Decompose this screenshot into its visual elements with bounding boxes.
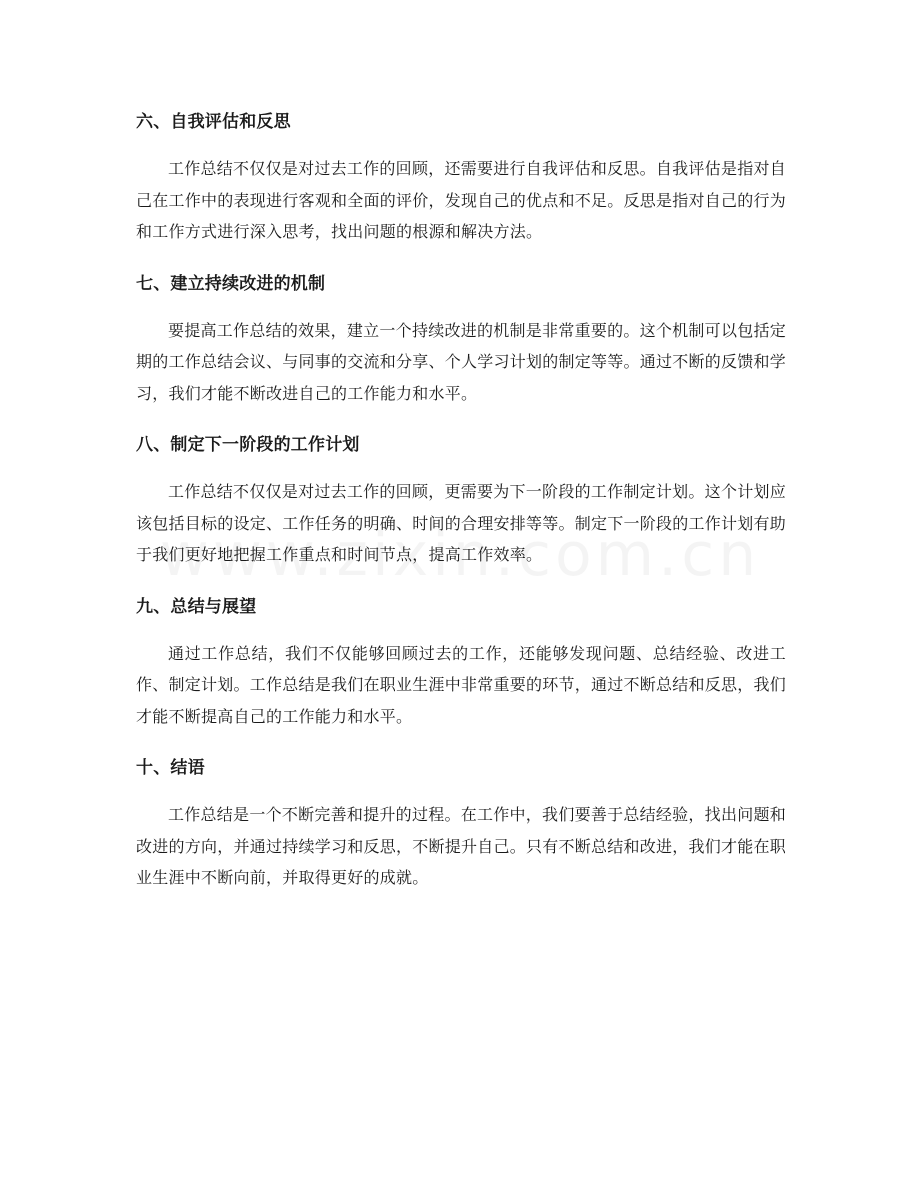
section-9: [136, 589, 786, 733]
section-6: [136, 104, 786, 248]
section-heading: 十、结语: [136, 758, 205, 778]
section-paragraph: 通过工作总结，我们不仅能够回顾过去的工作，还能够发现问题、总结经验、改进工作、制定计划。工作总结是我们在职业生涯中非常重要的环节，通过不断总结和反思，我们才能不断提高自己的工作能力和水平。: [136, 643, 787, 726]
section-heading: 六、自我评估和反思: [136, 112, 291, 132]
section-7: [136, 266, 786, 410]
section-10: [136, 750, 786, 894]
section-paragraph: 工作总结是一个不断完善和提升的过程。在工作中，我们要善于总结经验，找出问题和改进的方向，并通过持续学习和反思，不断提升自己。只有不断总结和改进，我们才能在职业生涯中不断向前，并取得更好的成就。: [136, 805, 787, 887]
document-content: [136, 104, 786, 912]
section-heading: 七、建立持续改进的机制: [136, 273, 326, 294]
section-heading: 八、制定下一阶段的工作计划: [136, 435, 360, 455]
section-paragraph: 要提高工作总结的效果，建立一个持续改进的机制是非常重要的。这个机制可以包括定期的工作总结会议、与同事的交流和分享、个人学习计划的制定等等。通过不断的反馈和学习，我们才能不断改进自己的工作能力和水平。: [136, 320, 787, 403]
section-paragraph: 工作总结不仅仅是对过去工作的回顾，更需要为下一阶段的工作制定计划。这个计划应该包括目标的设定、工作任务的明确、时间的合理安排等等。制定下一阶段的工作计划有助于我们更好地把握工作重点和时间节点，提高工作效率。: [136, 482, 787, 564]
section-paragraph: 工作总结不仅仅是对过去工作的回顾，还需要进行自我评估和反思。自我评估是指对自己在工作中的表现进行客观和全面的评价，发现自己的优点和不足。反思是指对自己的行为和工作方式进行深入思考，找出问题的根源和解决方法。: [136, 159, 787, 241]
section-heading: 九、总结与展望: [136, 596, 257, 617]
section-8: [136, 427, 786, 571]
